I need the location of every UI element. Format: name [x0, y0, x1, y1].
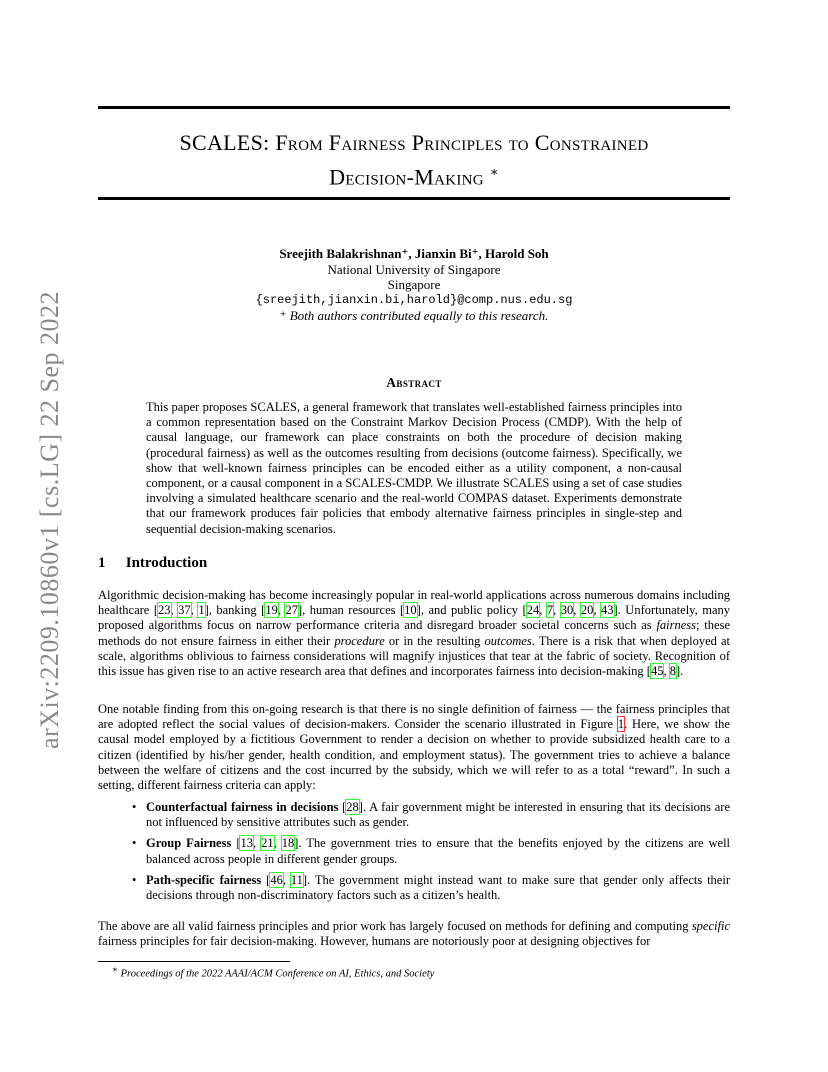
p1-refs-fairness: 45, 8	[650, 664, 676, 679]
criteria-text-post: ]. The government tries to ensure that the benefits enjoyed by the citizens are well balanced across people in different gender groups.	[146, 836, 731, 866]
title-footnote-marker: ∗	[489, 164, 499, 179]
section-number: 1	[98, 555, 106, 571]
p1-text-d: ], and public policy [	[416, 603, 527, 618]
footnote-rule	[98, 961, 290, 962]
footnote	[112, 964, 434, 980]
p2-text-a: One notable finding from this on-going research is that there is no single definition of fairness — the fairness principles that are adopted reflect the social values of decision-makers. Consider the scenario illustrated in Figure	[98, 702, 730, 732]
citation-link[interactable]: 23	[158, 603, 171, 618]
intro-paragraph-2	[98, 702, 730, 793]
citation-link[interactable]: 24	[526, 603, 540, 618]
p1-text-l: ].	[675, 664, 684, 679]
author-location: Singapore	[387, 277, 441, 292]
author-email: {sreejith,jianxin.bi,harold}@comp.nus.edu.sg	[255, 292, 573, 307]
citation-link[interactable]: 13	[240, 836, 253, 851]
figure-link[interactable]: 1	[617, 717, 625, 732]
p1-text-c: ], human resources [	[297, 603, 405, 618]
criteria-term: Counterfactual fairness in decisions	[146, 800, 339, 814]
arxiv-watermark: arXiv:2209.10860v1 [cs.LG] 22 Sep 2022	[35, 290, 64, 750]
criteria-text-pre: [	[261, 872, 271, 887]
p1-italic-outcomes: outcomes	[484, 633, 532, 648]
citation-link[interactable]: 43	[601, 603, 614, 618]
criteria-text-pre: [	[338, 800, 347, 814]
p1-refs-healthcare: 23, 37, 1	[158, 603, 205, 618]
p1-italic-fairness: fairness	[656, 618, 697, 633]
author-affiliation: National University of Singapore	[327, 261, 501, 277]
citation-link[interactable]: 1	[198, 603, 205, 618]
intro-paragraph-3	[98, 919, 730, 949]
p1-text-k: . There is a risk that when deployed at scale, algorithms oblivious to fairness considerations will magnify injustices that tear at the fabric of society. Recognition of this issue has given rise to an active research area that defines and incorporates fairness into decision-making [	[98, 633, 731, 679]
citation-link[interactable]: 19	[265, 603, 278, 618]
title-rule-bottom	[98, 197, 730, 200]
section-title: Introduction	[125, 555, 208, 571]
section-heading	[98, 555, 207, 572]
criteria-term: Group Fairness	[146, 836, 232, 851]
citation-link[interactable]: 18	[281, 836, 295, 851]
p1-text-e: ]. Unfortunately, many proposed algorithms focus on narrow performance criteria and disregard broader societal concerns such as	[98, 603, 731, 633]
p1-refs-policy: 24, 7, 30, 20, 43	[526, 603, 614, 618]
p1-refs-banking: 19, 27	[265, 603, 298, 618]
citation-link[interactable]: 11	[290, 872, 303, 887]
p1-text-g: ; these methods do not ensure fairness in either their	[98, 618, 730, 648]
criteria-citations	[346, 800, 359, 814]
bullet-marker: •	[132, 872, 137, 887]
title-line-1: SCALES: From Fairness Principles to Constrained	[179, 130, 649, 155]
citation-link[interactable]: 27	[285, 603, 298, 618]
paper-title	[98, 128, 730, 191]
criteria-text-post: ]. A fair government might be interested in ensuring that its decisions are not influenced by sensitive attributes such as gender.	[146, 800, 731, 830]
abstract-text: This paper proposes SCALES, a general framework that translates well-established fairness principles into a common representation based on the Constraint Markov Decision Process (CMDP). With the help of causal language, our framework can place constraints on both the procedure of decision making (procedural fairness) as well as the outcomes resulting from decisions (outcome fairness). Specifically, we show that well-known fairness principles can be encoded either as a utility component, a non-causal component, or a causal component in a SCALES-CMDP. We illustrate SCALES using a set of case studies involving a simulated healthcare scenario and the real-world COMPAS dataset. Experiments demonstrate that our framework produces fair policies that embody alternative fairness principles in single-step and sequential decision-making scenarios.	[146, 400, 682, 536]
title-line-2	[98, 157, 730, 191]
title-line-2-text: Decision-Making	[329, 164, 484, 190]
criteria-text-pre: [	[231, 836, 241, 851]
criteria-list-item	[130, 873, 730, 903]
citation-link[interactable]: 46	[270, 872, 283, 887]
criteria-text-post: ]. The government might instead want to make sure that gender only affects their decisions through non-discriminatory factors such as a citizen’s health.	[146, 872, 730, 903]
criteria-citations: 46, 11	[270, 872, 303, 887]
citation-link[interactable]: 45	[650, 664, 664, 679]
bullet-marker: •	[132, 836, 137, 851]
p1-text-i: or in the resulting	[384, 633, 485, 648]
criteria-list-item	[130, 836, 730, 866]
footnote-marker: ∗	[112, 964, 118, 974]
p1-text-b: ], banking [	[204, 603, 266, 618]
p3-italic-specific: specific	[691, 919, 730, 933]
fairness-criteria-list	[130, 800, 730, 909]
p2-text-b: . Here, we show the causal model employed by a fictitious Government to render a decision on whether to provide subsidized health care to a citizen (identified by his/her gender, health condition, and employment status). The government tries to achieve a balance between the welfare of citizens and the cost incurred by the subsidy, which we will refer to as a total “reward”. In such a setting, different fairness criteria can apply:	[98, 717, 730, 793]
p3-text-c: fairness principles for fair decision-making. However, humans are notoriously poor at designing objectives for	[98, 934, 651, 949]
citation-link[interactable]: 21	[261, 836, 274, 851]
author-note: ⁺ Both authors contributed equally to this research.	[279, 308, 549, 323]
criteria-term: Path-specific fairness	[146, 872, 262, 887]
citation-link[interactable]: 28	[346, 800, 359, 814]
criteria-list-item	[130, 800, 730, 830]
intro-paragraph-1	[98, 588, 730, 679]
abstract-heading: Abstract	[386, 375, 442, 390]
citation-link[interactable]: 37	[178, 603, 191, 618]
author-block	[98, 246, 730, 324]
p1-refs-hr	[404, 603, 417, 617]
citation-link[interactable]: 7	[546, 603, 554, 618]
citation-link[interactable]: 30	[560, 603, 574, 618]
p1-text-a: Algorithmic decision-making has become increasingly popular in real-world applications across numerous domains including healthcare [	[98, 588, 730, 618]
bullet-marker: •	[132, 800, 137, 814]
citation-link[interactable]: 8	[669, 664, 676, 679]
title-rule-top	[98, 106, 730, 109]
footnote-text: Proceedings of the 2022 AAAI/ACM Conference on AI, Ethics, and Society	[120, 968, 435, 980]
p3-text-a: The above are all valid fairness principles and prior work has largely focused on methods for defining and computing	[98, 919, 692, 933]
p1-italic-procedure: procedure	[334, 633, 385, 648]
citation-link[interactable]: 20	[580, 603, 594, 618]
criteria-citations: 13, 21, 18	[240, 836, 295, 851]
citation-link[interactable]: 10	[404, 603, 417, 618]
author-names: Sreejith Balakrishnan⁺, Jianxin Bi⁺, Harold Soh	[279, 246, 549, 261]
